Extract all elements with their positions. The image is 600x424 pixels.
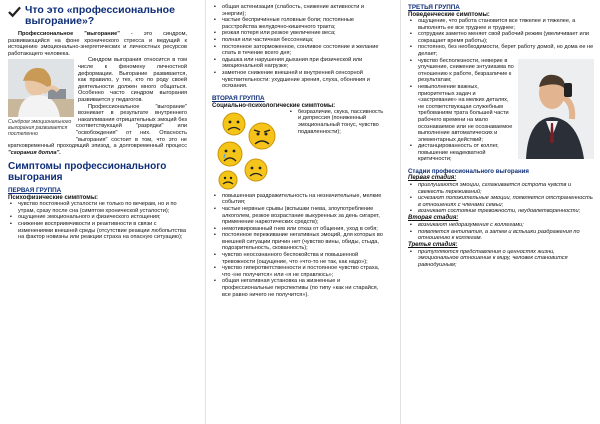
group-1-subtitle: Психофизические симптомы: [8, 194, 99, 202]
page-title: Что это «профессиональное выгорание»? [25, 4, 175, 27]
list-item: ▪ чувство гиперответственности и постоянное чувство страха, что «не получится» или «я не справлюсь»; [222, 265, 387, 278]
stage-1-title: Первая стадия: [408, 175, 457, 182]
list-item: ▪ возникают недоразумения с коллегами; [418, 222, 594, 229]
crying-face-icon [218, 142, 242, 166]
list-item: ▪ частые беспричинные головные боли; постоянные расстройства желудочно-кишечного тракта; [222, 17, 387, 30]
stage-2-list [408, 222, 594, 242]
group-1-title: ПЕРВАЯ ГРУППА [8, 187, 62, 195]
photo-caption: Синдром эмоционального выгорания развивается постепенно [8, 119, 72, 138]
list-item: ▪ ощущение эмоционального и физического истощения; [18, 214, 187, 221]
group-3-title: ТРЕТЬЯ ГРУППА [408, 4, 460, 11]
group-3-list-wrapped [408, 58, 594, 164]
upset-face-icon [219, 171, 237, 189]
list-item: ▪ заметное снижение внешней и внутренней сенсорной чувствительности: ухудшение зрения, слуха, обоняния и осязания. [222, 70, 387, 90]
list-item: ▪ повышенная раздражительность на незначительные, мелкие события; [222, 193, 387, 206]
angry-face-icon [249, 123, 275, 149]
tired-woman-photo [8, 59, 74, 117]
list-item: ▪ постоянное переживание негативных эмоций, для которых во внешней ситуации причин нет (чувство вины, обиды, стыда, подозрительность, скованность); [222, 232, 387, 252]
list-item: ▪ чувство неосознанного беспокойства и повышенной тревожности (ощущение, что «что-то не так, как надо»); [222, 252, 387, 265]
list-item: ▪ появляется антипатия, а затем и вспышки раздражения по отношению к коллегам. [418, 229, 594, 242]
group-1-list [8, 201, 187, 241]
list-item: ▪ чувство постоянной усталости не только по вечерам, но и по утрам, сразу после сна (симптом хронической усталости); [18, 201, 187, 214]
list-item: ▪ немотивированный гнев или отказ от общения, уход в себя; [222, 226, 387, 233]
list-item: ▪ исчезают положительные эмоции, появляется отстраненность в отношениях с членами семьи; [418, 195, 594, 208]
list-item: ▪ чувство бесполезности, неверие в улучшение, снижение энтузиазма по отношению к работе, безразличие к результатам; [418, 58, 594, 84]
group-2-title: ВТОРАЯ ГРУППА [212, 94, 265, 102]
sad-emoticons-image [212, 110, 284, 192]
intro-paragraph [8, 31, 187, 57]
column-2 [205, 0, 390, 424]
list-item: ▪ одышка или нарушения дыхания при физической или эмоциональной нагрузке; [222, 57, 387, 70]
list-item: ▪ притупляются представления о ценностях жизни, эмоциональное отношение к миру, человек становится равнодушным; [418, 249, 594, 269]
group-1-list-continued [212, 4, 387, 90]
list-item: ▪ дистанцированность от коллег, повышение неадекватной критичности; [418, 143, 594, 163]
list-item: ▪ постоянное заторможенное, сонливое состояние и желание спать в течение всего дня; [222, 44, 387, 57]
symptoms-heading: Симптомы профессионального выгорания [8, 161, 167, 184]
paragraph-3-text: Профессиональное "выгорание" возникает в результате внутреннего накапливания отрицательных эмоций без соответствующей "разрядки" или "освобождения" от них. Опасность "выгорания" состоит в том, что это не кратковременный проходящий эпизод, а долговременный процесс [8, 103, 187, 150]
paragraph-3-emphasis: "сгорания дотла". [8, 149, 61, 156]
list-item: ▪ резкая потеря или резкое увеличение веса; [222, 30, 387, 37]
list-item: ▪ невыполнение важных, приоритетных задач и «застревание» на мелких деталях, не соответствующая служебным требованиям трата большей части рабочего времени на мало осознаваемое или не осознаваемое выполнение автоматических и элементарных действий; [418, 84, 594, 143]
group-2-subtitle: Социально-психологические симптомы: [212, 101, 336, 109]
group-3-subtitle: Поведенческие симптомы: [408, 11, 490, 18]
group-2-list [212, 193, 387, 299]
stage-1-list [408, 182, 594, 215]
stage-3-title: Третья стадия: [408, 241, 458, 248]
intro-term: Профессиональное "выгорание" [18, 31, 120, 37]
list-item: ▪ ощущение, что работа становится все тяжелее и тяжелее, а выполнять ее все труднее и труднее; [418, 18, 594, 31]
intro-definition: - это синдром, развивающийся на фоне хронического стресса и ведущий к истощению эмоционально-энергетических и личностных ресурсов работающего человека. [8, 31, 187, 57]
stage-3-list [408, 249, 594, 269]
stage-2-title: Вторая стадия: [408, 215, 459, 222]
list-item: ▪ полная или частичная бессонница; [222, 37, 387, 44]
list-item: ▪ общая астенизация (слабость, снижение активности и энергии); [222, 4, 387, 17]
paragraph-burnout-deformation: Синдром выгорания относится в том числе к феномену личностной деформации. Выгорание развивается, как правило, у тех, кто по роду своей деятельности должен много общаться. Особенно часто синдром выгорания развивается у педагогов. [78, 57, 187, 103]
title-block [8, 5, 187, 27]
group-3-list [408, 18, 594, 58]
list-item: ▪ постоянно, без необходимости, берет работу домой, но дома ее не делает; [418, 44, 594, 57]
list-item: ▪ сотрудник заметно меняет свой рабочий режим (увеличивает или сокращает время работы); [418, 31, 594, 44]
column-1 [0, 0, 192, 424]
list-item: ▪ возникает состояние тревожности, неудовлетворенности; [418, 208, 594, 215]
checkmark-icon [8, 6, 21, 18]
list-item: ▪ снижение восприимчивости и реактивности в связи с изменениями внешней среды (отсутствие реакции любопытства на фактор новизны или реакции страха на опасную ситуацию); [18, 221, 187, 241]
list-item: ▪ общая негативная установка на жизненные и профессиональные перспективы (по типу «как ни старайся, все равно ничего не получится»). [222, 278, 387, 298]
stages-heading: Стадии профессионального выгорания [408, 168, 529, 176]
sad-face-icon [223, 113, 245, 135]
frowning-face-icon [245, 159, 267, 181]
column-3 [400, 0, 600, 424]
list-item: ▪ приглушаются эмоции, сглаживается острота чувств и свежесть переживаний; [418, 182, 594, 195]
list-item: ▪ частые нервные срывы (вспышки гнева, злоупотребление алкоголем, резкое возрастание выкуренных за день сигарет, применение наркотических средств); [222, 206, 387, 226]
group-2-list-wrapped [288, 109, 387, 135]
list-item: ▪ безразличие, скука, пассивность и депрессия (пониженный эмоциональный тонус, чувство подавленности); [298, 109, 387, 135]
